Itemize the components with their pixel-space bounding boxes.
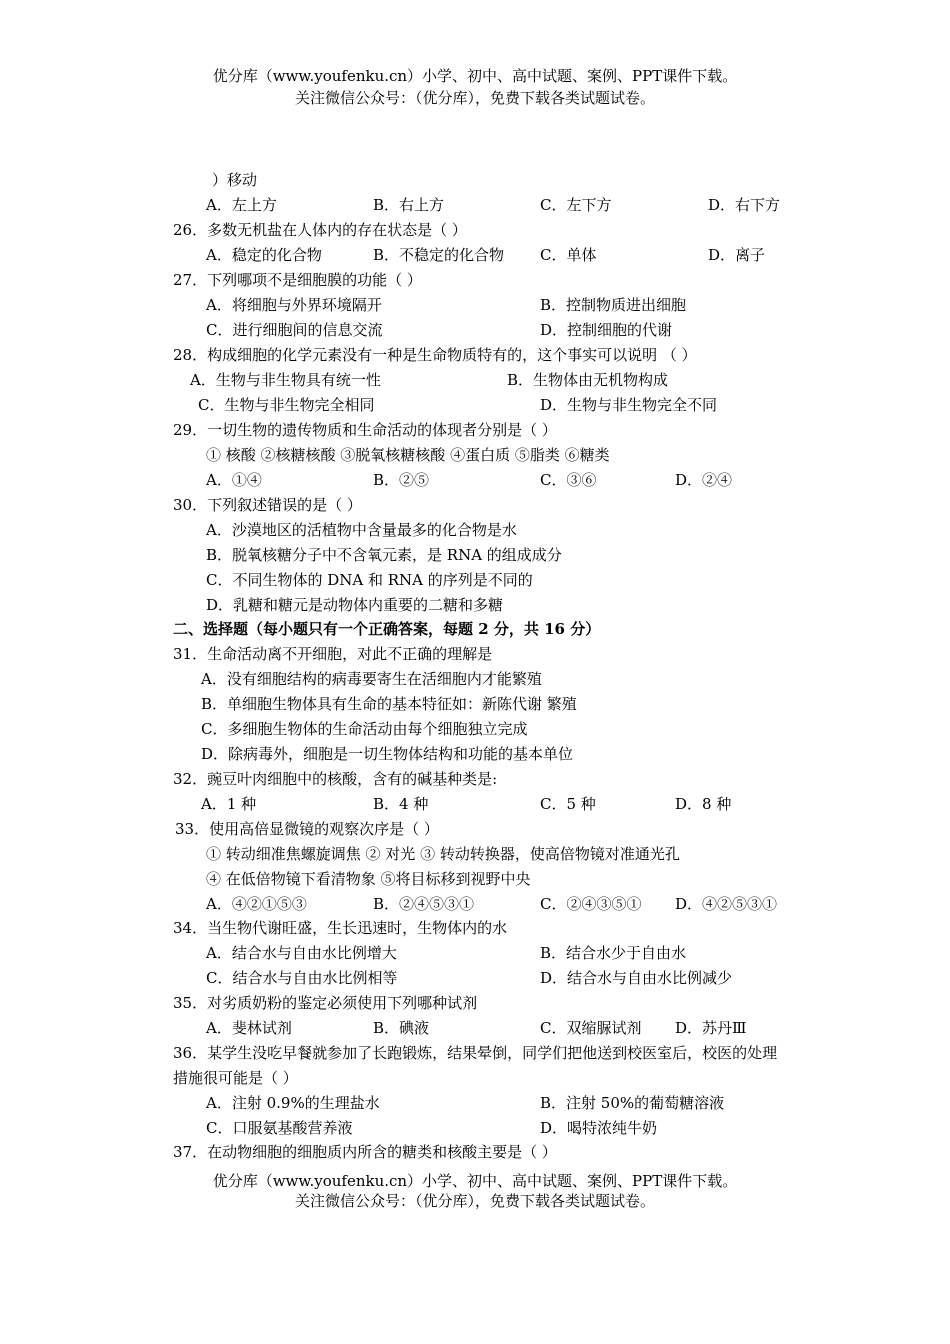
q25-option-b: B．右上方	[373, 196, 445, 214]
q27-stem: 27．下列哪项不是细胞膜的功能（ ）	[173, 271, 422, 289]
q35-option-d: D．苏丹Ⅲ	[675, 1019, 747, 1037]
q31-option-b: B．单细胞生物体具有生命的基本特征如：新陈代谢 繁殖	[201, 695, 577, 713]
q25-option-d: D．右下方	[708, 196, 781, 214]
q26-option-b: B．不稳定的化合物	[373, 246, 505, 264]
q35-stem: 35．对劣质奶粉的鉴定必须使用下列哪种试剂	[173, 994, 478, 1012]
q29-items: ① 核酸 ②核糖核酸 ③脱氧核糖核酸 ④蛋白质 ⑤脂类 ⑥糖类	[206, 446, 610, 464]
q27-option-b: B．控制物质进出细胞	[540, 296, 687, 314]
q35-option-a: A．斐林试剂	[206, 1019, 292, 1037]
q36-option-a: A．注射 0.9%的生理盐水	[206, 1094, 380, 1112]
q29-option-b: B．②⑤	[373, 471, 430, 489]
footer-line-1: 优分库（www.youfenku.cn）小学、初中、高中试题、案例、PPT课件下载。	[212, 1172, 738, 1190]
q28-option-b: B．生物体由无机物构成	[507, 371, 669, 389]
q35-option-c: C．双缩脲试剂	[540, 1019, 642, 1037]
q36-stem-line-2: 措施很可能是（ ）	[173, 1069, 298, 1087]
q29-option-d: D．②④	[675, 471, 733, 489]
q26-option-c: C．单体	[540, 246, 597, 264]
q33-option-d: D．④②⑤③①	[675, 895, 778, 913]
q26-option-d: D．离子	[708, 246, 766, 264]
header-line-1: 优分库（www.youfenku.cn）小学、初中、高中试题、案例、PPT课件下载。	[212, 67, 738, 85]
q30-option-b: B．脱氧核糖分子中不含氧元素，是 RNA 的组成成分	[206, 546, 562, 564]
q32-option-d: D．8 种	[675, 795, 732, 813]
q31-option-a: A．没有细胞结构的病毒要寄生在活细胞内才能繁殖	[201, 670, 542, 688]
q28-option-d: D．生物与非生物完全不同	[540, 396, 718, 414]
q36-stem-line-1: 36．某学生没吃早餐就参加了长跑锻炼，结果晕倒，同学们把他送到校医室后，校医的处理	[173, 1044, 778, 1062]
q32-option-a: A．1 种	[201, 795, 257, 813]
q36-option-c: C．口服氨基酸营养液	[206, 1119, 353, 1137]
q34-option-a: A．结合水与自由水比例增大	[206, 944, 397, 962]
q29-option-c: C．③⑥	[540, 471, 597, 489]
q25-option-c: C．左下方	[540, 196, 612, 214]
q33-stem: 33．使用高倍显微镜的观察次序是（ ）	[175, 820, 439, 838]
q34-option-c: C．结合水与自由水比例相等	[206, 969, 398, 987]
q25-option-a: A．左上方	[206, 196, 277, 214]
q29-stem: 29．一切生物的遗传物质和生命活动的体现者分别是（ ）	[173, 421, 557, 439]
q31-stem: 31．生命活动离不开细胞，对此不正确的理解是	[173, 645, 493, 663]
q33-items-1: ① 转动细准焦螺旋调焦 ② 对光 ③ 转动转换器，使高倍物镜对准通光孔	[206, 845, 680, 863]
q26-stem: 26．多数无机盐在人体内的存在状态是（ ）	[173, 221, 467, 239]
q32-option-b: B．4 种	[373, 795, 429, 813]
q33-option-c: C．②④③⑤①	[540, 895, 642, 913]
header-line-2: 关注微信公众号：（优分库），免费下载各类试题试卷。	[294, 89, 655, 107]
section-2-title: 二、选择题（每小题只有一个正确答案，每题 2 分，共 16 分）	[173, 620, 601, 638]
q28-stem: 28．构成细胞的化学元素没有一种是生命物质特有的，这个事实可以说明 （ ）	[173, 346, 697, 364]
q28-option-c: C．生物与非生物完全相同	[198, 396, 375, 414]
q31-option-c: C．多细胞生物体的生命活动由每个细胞独立完成	[201, 720, 528, 738]
q27-option-a: A．将细胞与外界环境隔开	[206, 296, 382, 314]
q30-option-c: C．不同生物体的 DNA 和 RNA 的序列是不同的	[206, 571, 533, 589]
q36-option-d: D．喝特浓纯牛奶	[540, 1119, 658, 1137]
q30-option-d: D．乳糖和糖元是动物体内重要的二糖和多糖	[206, 596, 504, 614]
q34-option-d: D．结合水与自由水比例减少	[540, 969, 733, 987]
q27-option-c: C．进行细胞间的信息交流	[206, 321, 383, 339]
q28-option-a: A．生物与非生物具有统一性	[190, 371, 381, 389]
q29-option-a: A．①④	[206, 471, 262, 489]
q27-option-d: D．控制细胞的代谢	[540, 321, 673, 339]
q34-option-b: B．结合水少于自由水	[540, 944, 687, 962]
q33-option-b: B．②④⑤③①	[373, 895, 475, 913]
q30-stem: 30．下列叙述错误的是（ ）	[173, 496, 362, 514]
q35-option-b: B．碘液	[373, 1019, 430, 1037]
q32-stem: 32．豌豆叶肉细胞中的核酸，含有的碱基种类是:	[173, 770, 498, 788]
q36-option-b: B．注射 50%的葡萄糖溶液	[540, 1094, 725, 1112]
q30-option-a: A．沙漠地区的活植物中含量最多的化合物是水	[206, 521, 517, 539]
q33-items-2: ④ 在低倍物镜下看清物象 ⑤将目标移到视野中央	[206, 870, 531, 888]
footer-line-2: 关注微信公众号：（优分库），免费下载各类试题试卷。	[294, 1192, 655, 1210]
q25-stem-tail: ）移动	[212, 171, 258, 189]
q32-option-c: C．5 种	[540, 795, 596, 813]
q37-stem: 37．在动物细胞的细胞质内所含的糖类和核酸主要是（ ）	[173, 1143, 557, 1161]
q26-option-a: A．稳定的化合物	[206, 246, 322, 264]
q31-option-d: D．除病毒外，细胞是一切生物体结构和功能的基本单位	[201, 745, 574, 763]
q34-stem: 34．当生物代谢旺盛，生长迅速时，生物体内的水	[173, 919, 508, 937]
q33-option-a: A．④②①⑤③	[206, 895, 307, 913]
